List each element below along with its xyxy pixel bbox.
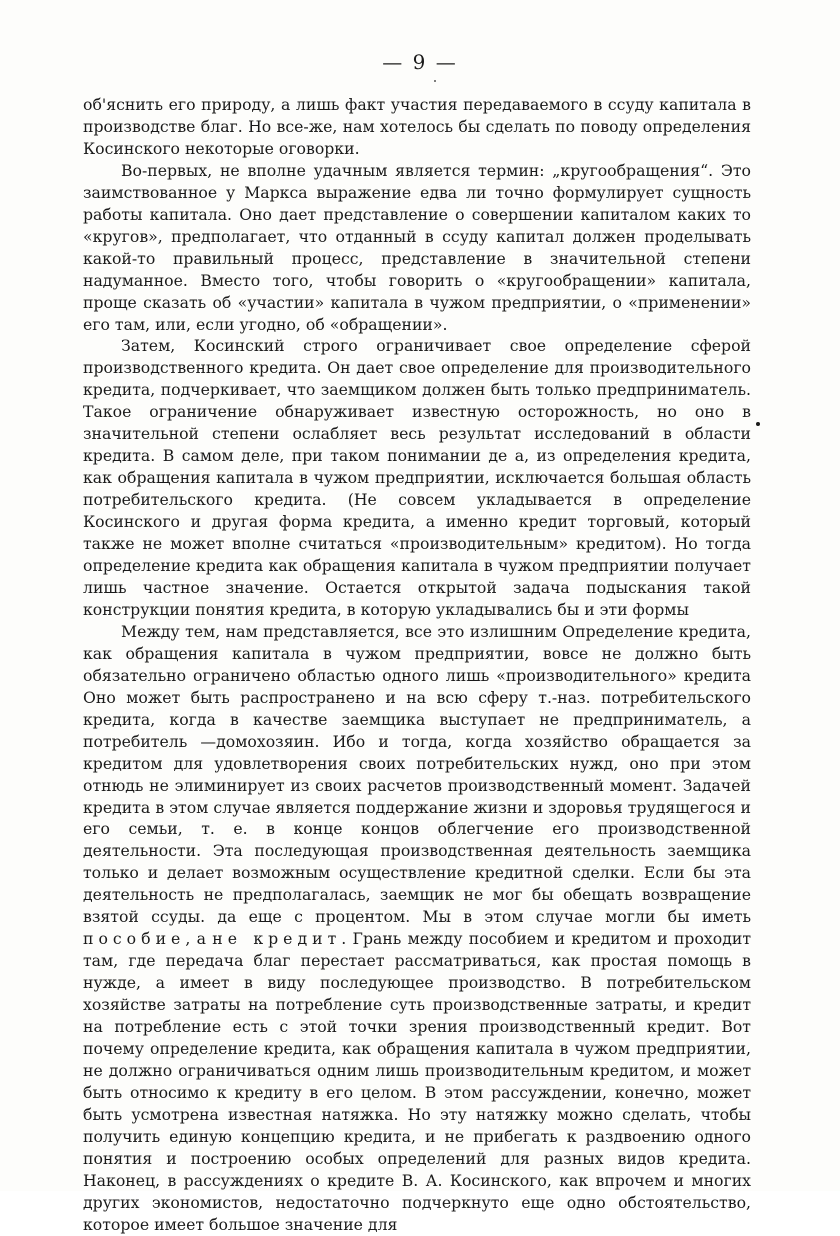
- page-number: — 9 —: [382, 50, 458, 74]
- print-speck: [434, 80, 436, 82]
- body-text: [83, 94, 751, 1236]
- spaced-word-ne-kredit: не кредит: [212, 929, 342, 949]
- paragraph-4-part-1: Между тем, нам представляется, все это излишним Определение кредита, как обращения капитала в чужом предприятии, вовсе не должно быть обязательно ограничено областью одного лишь «производительного» кредита Оно может быть распространено и на всю сферу т.-наз. потребительского кредита, когда в качестве заемщика выступает не предприниматель, а потребитель —домохозяин. Ибо и тогда, когда хозяйство обращается за кредитом для удовлетворения своих потребительских нужд, оно при этом отнюдь не элиминирует из своих расчетов производственный момент. Задачей кредита в этом случае является поддержание жизни и здоровья трудящегося и его семьи, т. е. в конце концов облегчение его производственной деятельности. Эта последующая производственная деятельность заемщика только и делает возможным осуществление кредитной сделки. Если бы эта деятельность не предполагалась, заемщик не мог бы обещать возвращение взятой ссуды. да еще с процентом. Мы в этом случае могли бы иметь: [83, 621, 751, 927]
- paragraph-4-part-2: . Грань между пособием и кредитом и проходит там, где передача благ перестает рассматриваться, как простая помощь в нужде, а имеет в виду последующее производство. В потребительском хозяйстве затраты на потребление суть производственные затраты, и кредит на потребление есть с этой точки зрения производственный кредит. Вот почему определение кредита, как обращения капитала в чужом предприятии, не должно ограничиваться одним лишь производительным кредитом, и может быть относимо к кредиту в его целом. В этом рассуждении, конечно, может быть усмотрена известная натяжка. Но эту натяжку можно сделать, чтобы получить единую концепцию кредита, и не прибегать к раздвоению одного понятия и построению особых определений для разных видов кредита. Наконец, в рассуждениях о кредите В. А. Косинского, как впрочем и многих других экономистов, недостаточно подчеркнуто еще одно обстоятельство, которое имеет большое значение для: [83, 929, 751, 1234]
- paragraph-4-connector: , а: [185, 929, 206, 949]
- spaced-word-posobie: пособие: [83, 929, 186, 949]
- paragraph-2: Во-первых, не вполне удачным является термин: „кругообращения“. Это заимствованное у Маркса выражение едва ли точно формулирует сущность работы капитала. Оно дает представление о совершении капиталом каких то «кругов», предполагает, что отданный в ссуду капитал должен проделывать какой-то правильный процесс, представление в значительной степени надуманное. Вместо того, чтобы говорить о «кругообращении» капитала, проще сказать об «участии» капитала в чужом предприятии, о «применении» его там, или, если угодно, об «обращении».: [83, 160, 751, 334]
- paragraph-3: Затем, Косинский строго ограничивает свое определение сферой производственного кредита. Он дает свое определение для производительного кредита, подчеркивает, что заемщиком должен быть только предприниматель. Такое ограничение обнаруживает известную осторожность, но оно в значительной степени ослабляет весь результат исследований в области кредита. В самом деле, при таком понимании де а, из определения кредита, как обращения капитала в чужом предприятии, исключается большая область потребительского кредита. (Не совсем укладывается в определение Косинского и другая форма кредита, а именно кредит торговый, который также не может вполне считаться «производительным» кредитом). Но тогда определение кредита как обращения капитала в чужом предприятии получает лишь частное значение. Остается открытой задача подыскания такой конструкции понятия кредита, в которую укладывались бы и эти формы: [83, 336, 751, 619]
- paragraph-1: об'яснить его природу, а лишь факт участия передаваемого в ссуду капитала в производстве благ. Но все-же, нам хотелось бы сделать по поводу определения Косинского некоторые оговорки.: [83, 95, 751, 158]
- margin-dot-mark: [756, 422, 760, 426]
- paragraph-4: [83, 621, 751, 1236]
